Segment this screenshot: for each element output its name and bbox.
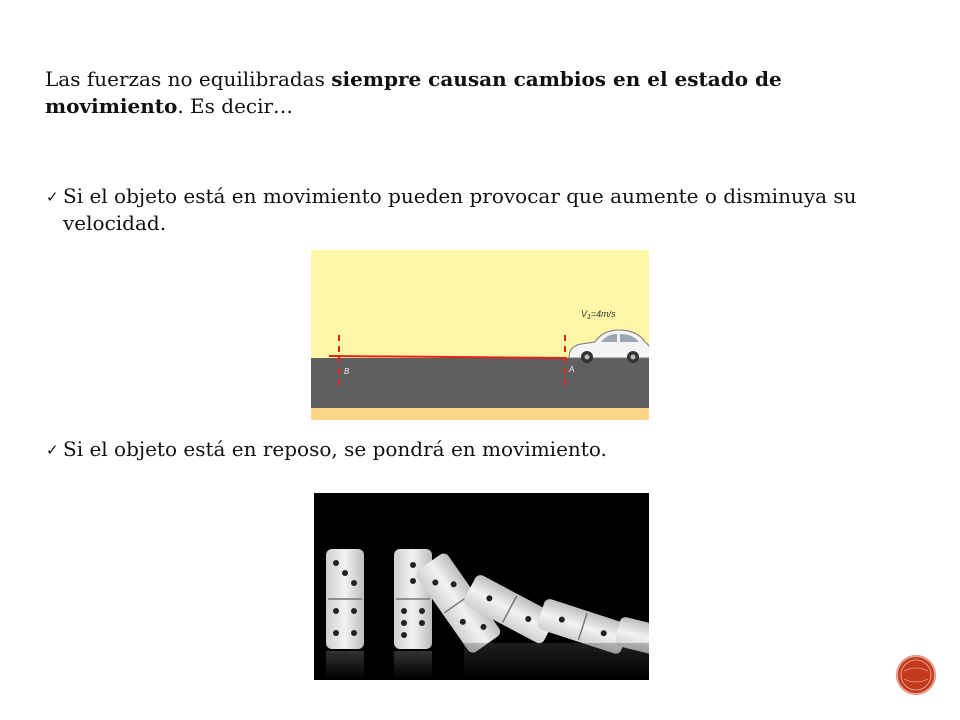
checkmark-icon: ✓: [46, 441, 59, 459]
intro-paragraph: [45, 66, 915, 120]
intro-text: Las fuerzas no equilibradas: [45, 67, 332, 91]
navigation-button[interactable]: [896, 655, 936, 695]
intro-bold-text: siempre causan cambios en el estado de movimiento: [45, 67, 782, 118]
point-b-label: B: [344, 367, 350, 376]
bullet-text: Si el objeto está en movimiento pueden provocar que aumente o disminuya su velocidad.: [63, 184, 857, 235]
bullet-text: Si el objeto está en reposo, se pondrá en movimiento.: [63, 437, 607, 461]
domino-tile: [326, 549, 364, 679]
dominoes-figure: [314, 493, 649, 680]
bullet-item-rest: [46, 436, 886, 464]
navigation-button-icon: [896, 655, 936, 695]
car-motion-figure: [311, 250, 649, 420]
velocity-label: $V_1=4m/s$: [581, 309, 616, 321]
intro-text-end: . Es decir…: [177, 94, 294, 118]
bullet-item-motion: [46, 183, 886, 237]
point-a-label: A: [569, 365, 575, 374]
checkmark-icon: ✓: [46, 188, 59, 206]
